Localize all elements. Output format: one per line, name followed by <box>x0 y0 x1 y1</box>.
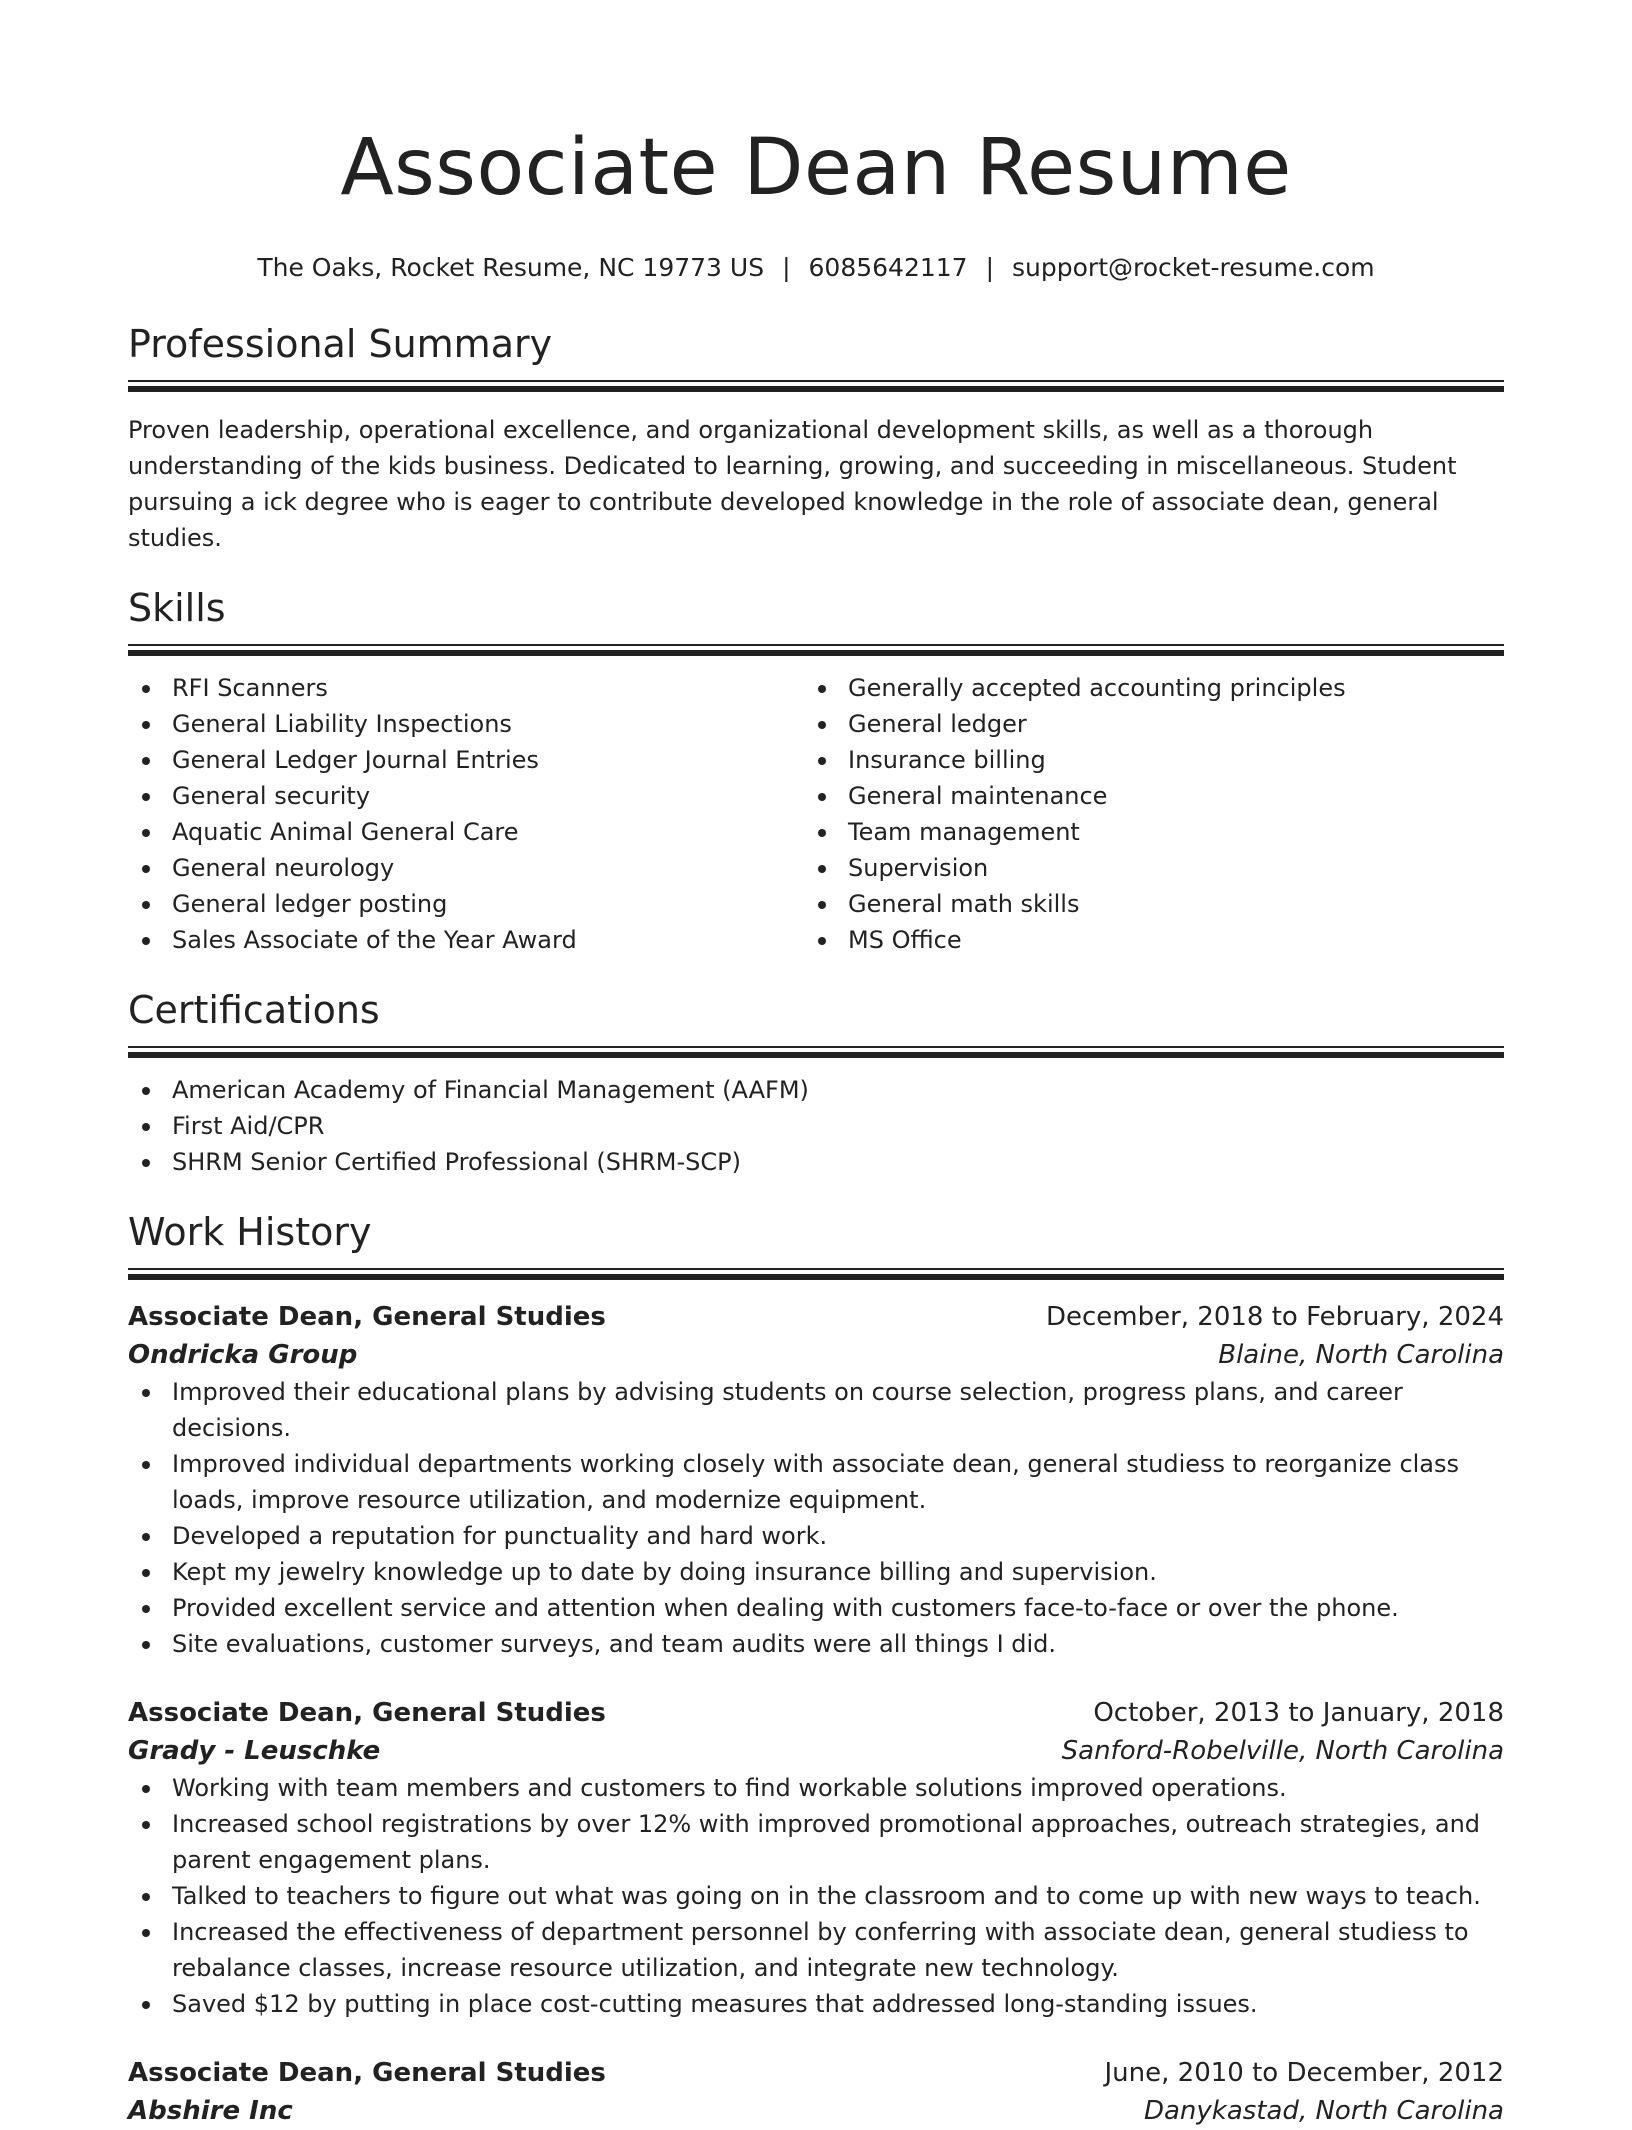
skill-item: General neurology <box>128 850 804 886</box>
certification-item: First Aid/CPR <box>128 1108 1504 1144</box>
job-entry <box>128 1298 1504 1662</box>
job-header-row <box>128 1298 1504 1336</box>
job-bullet: Developed a reputation for punctuality and hard work. <box>128 1518 1504 1554</box>
skills-grid <box>128 670 1504 958</box>
job-entry <box>128 2054 1504 2130</box>
job-title: Associate Dean, General Studies <box>128 1698 606 1728</box>
contact-line <box>128 252 1504 284</box>
job-responsibilities <box>128 1374 1504 1662</box>
work-history-heading: Work History <box>128 1210 372 1254</box>
job-location: Blaine, North Carolina <box>1218 1340 1504 1370</box>
skill-item: Insurance billing <box>804 742 1480 778</box>
contact-phone: 6085642117 <box>808 253 968 282</box>
certification-item: SHRM Senior Certified Professional (SHRM-SCP) <box>128 1144 1504 1180</box>
job-bullet: Improved their educational plans by advising students on course selection, progress plans, and career decisions. <box>128 1374 1504 1446</box>
skill-item: General ledger <box>804 706 1480 742</box>
job-bullet: Provided excellent service and attention when dealing with customers face-to-face or over the phone. <box>128 1590 1504 1626</box>
skill-item: Sales Associate of the Year Award <box>128 922 804 958</box>
job-bullet: Improved individual departments working closely with associate dean, general studiess to reorganize class loads, improve resource utilization, and modernize equipment. <box>128 1446 1504 1518</box>
summary-section <box>128 320 1504 556</box>
job-bullet: Saved $12 by putting in place cost-cutting measures that addressed long-standing issues. <box>128 1986 1504 2022</box>
job-company-row <box>128 2092 1504 2130</box>
contact-address: The Oaks, Rocket Resume, NC 19773 US <box>257 253 765 282</box>
certifications-list <box>128 1072 1504 1180</box>
contact-separator: | <box>985 253 995 282</box>
skills-list-left <box>128 670 804 958</box>
skills-heading: Skills <box>128 586 226 630</box>
job-bullet: Talked to teachers to figure out what was going on in the classroom and to come up with new ways to teach. <box>128 1878 1504 1914</box>
job-bullet: Increased school registrations by over 12% with improved promotional approaches, outreach strategies, and parent engagement plans. <box>128 1806 1504 1878</box>
section-divider <box>128 380 1504 392</box>
summary-heading: Professional Summary <box>128 322 553 366</box>
job-entry <box>128 1694 1504 2022</box>
skill-item: General math skills <box>804 886 1480 922</box>
skill-item: Aquatic Animal General Care <box>128 814 804 850</box>
job-header-row <box>128 2054 1504 2092</box>
skill-item: General Liability Inspections <box>128 706 804 742</box>
job-company-row <box>128 1336 1504 1374</box>
skill-item: Supervision <box>804 850 1480 886</box>
skill-item: Team management <box>804 814 1480 850</box>
job-dates: December, 2018 to February, 2024 <box>1045 1302 1504 1332</box>
contact-separator: | <box>782 253 791 282</box>
contact-email: support@rocket-resume.com <box>1012 253 1375 282</box>
summary-text: Proven leadership, operational excellence, and organizational development skills, as well as a thorough understanding of the kids business. Dedicated to learning, growing, and succeeding in miscellaneous. Student pursuing a ick degree who is eager to contribute developed knowledge in the role of associate dean, general studies. <box>128 416 1457 552</box>
job-title: Associate Dean, General Studies <box>128 2058 606 2088</box>
skill-item: General Ledger Journal Entries <box>128 742 804 778</box>
skill-item: Generally accepted accounting principles <box>804 670 1480 706</box>
skill-item: General security <box>128 778 804 814</box>
certifications-section <box>128 986 1504 1180</box>
section-divider <box>128 1046 1504 1058</box>
skill-item: RFI Scanners <box>128 670 804 706</box>
job-company: Ondricka Group <box>128 1340 358 1370</box>
skills-list-right <box>804 670 1480 958</box>
section-divider <box>128 1268 1504 1280</box>
job-title: Associate Dean, General Studies <box>128 1302 606 1332</box>
job-dates: October, 2013 to January, 2018 <box>1093 1698 1504 1728</box>
page-title: Associate Dean Resume <box>340 123 1292 213</box>
job-responsibilities <box>128 1770 1504 2022</box>
job-bullet: Site evaluations, customer surveys, and team audits were all things I did. <box>128 1626 1504 1662</box>
job-location: Sanford-Robelville, North Carolina <box>1061 1736 1504 1766</box>
section-divider <box>128 644 1504 656</box>
skill-item: MS Office <box>804 922 1480 958</box>
skill-item: General maintenance <box>804 778 1480 814</box>
job-dates: June, 2010 to December, 2012 <box>1104 2058 1504 2088</box>
job-company: Grady - Leuschke <box>128 1736 381 1766</box>
work-history-section <box>128 1208 1504 2130</box>
skill-item: General ledger posting <box>128 886 804 922</box>
job-bullet: Increased the effectiveness of department personnel by conferring with associate dean, general studiess to rebalance classes, increase resource utilization, and integrate new technology. <box>128 1914 1504 1986</box>
job-bullet: Kept my jewelry knowledge up to date by doing insurance billing and supervision. <box>128 1554 1504 1590</box>
job-company: Abshire Inc <box>128 2096 293 2126</box>
certifications-heading: Certifications <box>128 988 380 1032</box>
skills-section <box>128 584 1504 958</box>
job-bullet: Working with team members and customers to find workable solutions improved operations. <box>128 1770 1504 1806</box>
job-location: Danykastad, North Carolina <box>1143 2096 1504 2126</box>
job-header-row <box>128 1694 1504 1732</box>
certification-item: American Academy of Financial Management (AAFM) <box>128 1072 1504 1108</box>
job-company-row <box>128 1732 1504 1770</box>
